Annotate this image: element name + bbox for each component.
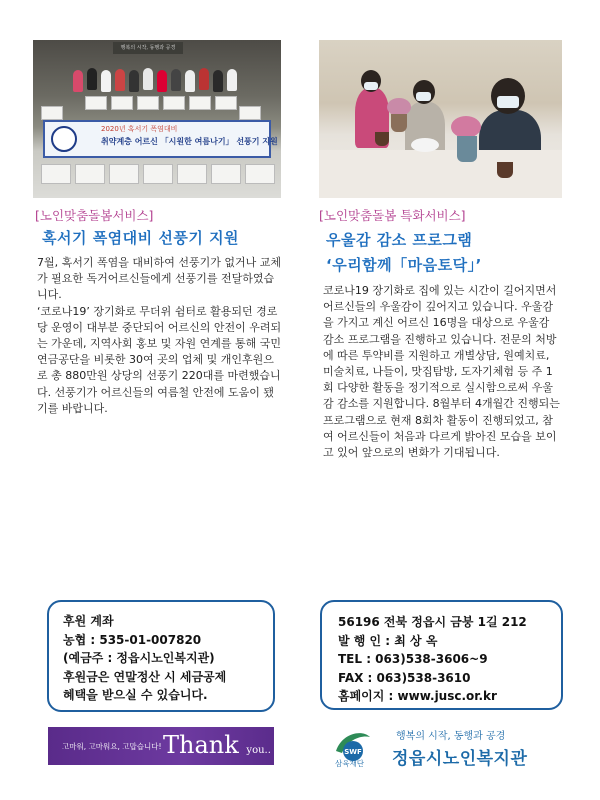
horticulture-photo (319, 40, 562, 198)
person (185, 70, 195, 92)
donation-banner (43, 120, 278, 158)
fan-box (111, 96, 133, 110)
fan-box (177, 164, 207, 184)
contact-publisher: 발 행 인 : 최 상 옥 (338, 633, 438, 648)
fan-box (245, 164, 275, 184)
fan-box (143, 164, 173, 184)
flower-pot (391, 114, 407, 132)
fan-box (75, 164, 105, 184)
person (101, 70, 111, 92)
contact-fax: FAX : 063)538-3610 (338, 670, 471, 685)
person (199, 68, 209, 90)
person (157, 70, 167, 92)
fan-box (211, 164, 241, 184)
right-article-subtitle: ‘우리함께「마음토닥」’ (326, 256, 482, 274)
flower-pot (375, 132, 389, 146)
face-mask (416, 92, 431, 101)
person (227, 69, 237, 91)
person (115, 69, 125, 91)
left-article-paragraph: 7월, 혹서기 폭염을 대비하여 선풍기가 없거나 교체가 필요한 독거어르신들에게 선풍기를 전달하였습니다. (37, 256, 281, 302)
fan-box (137, 96, 159, 110)
person (87, 68, 97, 90)
logo-slogan: 행복의 시작, 동행과 공경 (396, 731, 506, 742)
flower-pot (457, 136, 477, 162)
person (129, 70, 139, 92)
fan-box (189, 96, 211, 110)
logo-name: 정읍시노인복지관 (392, 749, 528, 769)
flower-pot (497, 162, 513, 178)
right-category-label: [노인맞춤돌봄 특화서비스] (319, 208, 466, 223)
fan-box (215, 96, 237, 110)
thanks-suffix: you.. (246, 745, 271, 756)
person (73, 70, 83, 92)
building-sign: 행복의 시작, 동행과 공경 (113, 42, 183, 54)
person (213, 70, 223, 92)
thanks-word: Thank (163, 731, 239, 759)
donation-tax-note: 후원금은 연말정산 시 세금공제 (63, 669, 227, 684)
fan-box (163, 96, 185, 110)
left-article-body (37, 255, 282, 417)
left-article-title: 혹서기 폭염대비 선풍기 지원 (42, 229, 240, 247)
fan-box (41, 106, 63, 120)
fan-box (109, 164, 139, 184)
donation-holder: (예금주 : 정읍시노인복지관) (63, 651, 215, 665)
thanks-small-text: 고마워, 고마워요, 고맙습니다! (62, 742, 162, 751)
right-article-title: 우울감 감소 프로그램 (326, 231, 473, 249)
fan-box (85, 96, 107, 110)
donation-heading: 후원 계좌 (63, 614, 114, 628)
logo-foundation: 삼육재단 (335, 759, 364, 768)
flower-plant (451, 116, 481, 138)
fan-box (41, 164, 71, 184)
person (143, 68, 153, 90)
thank-you-banner (48, 727, 274, 765)
logo-mark-text: SWF (344, 748, 362, 756)
right-article-body (323, 283, 563, 461)
banner-title: 취약계층 어르신 「시원한 여름나기」 선풍기 지원 (101, 137, 278, 146)
contact-homepage: 홈페이지 : www.jusc.or.kr (338, 689, 497, 703)
seal-icon (51, 126, 77, 152)
contact-info-box (320, 600, 563, 710)
person (171, 69, 181, 91)
table (319, 150, 562, 198)
donation-tax-note: 혜택을 받으실 수 있습니다. (63, 688, 208, 702)
face-mask (364, 82, 378, 90)
donation-account: 농협 : 535-01-007820 (63, 632, 202, 647)
banner-year: 2020년 혹서기 폭염대비 (101, 125, 178, 133)
donation-info-box (47, 600, 275, 712)
contact-address: 56196 전북 정읍시 금붕 1길 212 (338, 615, 527, 629)
fan-donation-photo (33, 40, 281, 198)
bowl (411, 138, 439, 152)
thanks-big-text (163, 731, 271, 759)
contact-tel: TEL : 063)538-3606~9 (338, 652, 488, 666)
face-mask (497, 96, 519, 108)
right-article-paragraph: 코로나19 장기화로 집에 있는 시간이 길어지면서 어르신들의 우울감이 깊어지고 있습니다. 우울감을 가지고 계신 어르신 16명을 대상으로 우울감 감소 프로그램을 진행하고 있습니다. 전문의 처방에 따른 투약비를 지원하고 개별상담, 원예치료, 미술치료, 나들이, 맛집탐방, 도자기체험 등 주 1회 다양한 활동을 정기적으로 실시함으로써 우울감 감소를 지원합니다. 8월부터 4개월간 진행되는 프로그램으로 현재 8회차 활동이 진행되었고, 참여 어르신들이 처음과 다르게 밝아진 모습을 보이고 있어 앞으로의 변화가 기대됩니다. (323, 284, 560, 460)
left-category-label: [노인맞춤돌봄서비스] (35, 208, 154, 223)
fan-box (239, 106, 261, 120)
left-article-paragraph: ‘코로나19’ 장기화로 무더위 쉼터로 활용되던 경로당 운영이 대부분 중단되어 어르신의 안전이 우려되는 가운데, 지역사회 홍보 및 자원 연계를 통해 국민연금공단을 비롯한 30여 곳의 업체 및 개인후원으로 총 880만원 상당의 선풍기 220대를 마련했습니다. 선풍기가 어르신들의 여름철 안전에 도움이 됐기를 바랍니다. (37, 304, 282, 415)
